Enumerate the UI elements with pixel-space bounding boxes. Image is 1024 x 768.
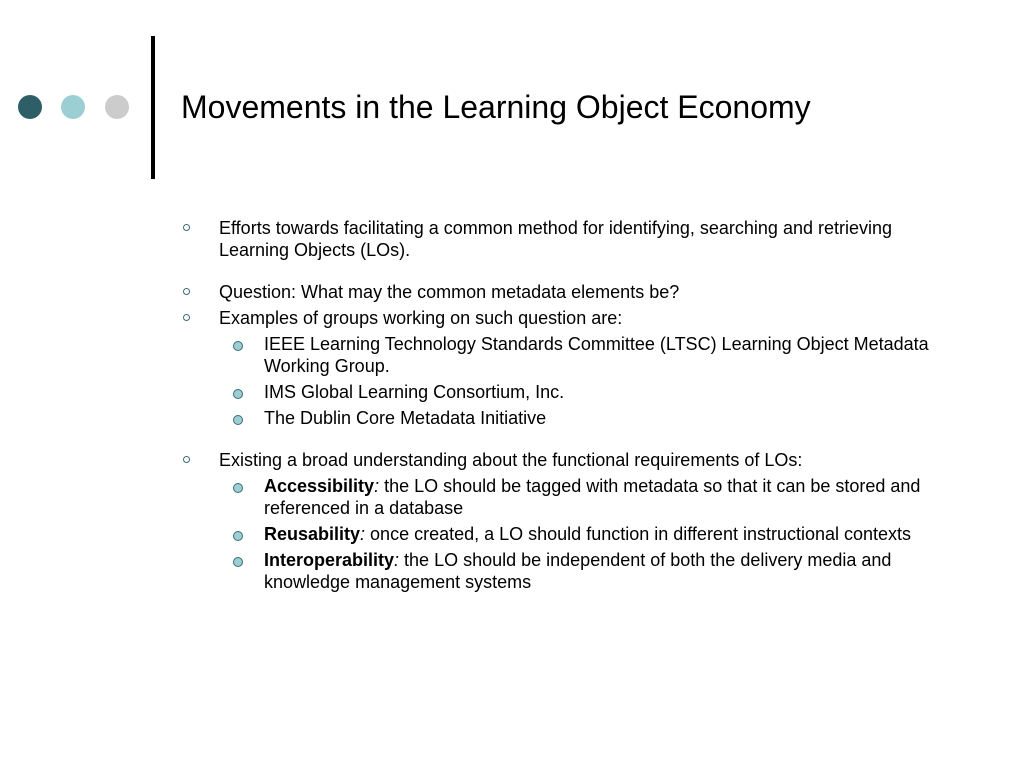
sub-bullet-text: The Dublin Core Metadata Initiative	[264, 408, 547, 428]
bullet-dot-icon	[233, 341, 243, 351]
bullet-text: Efforts towards facilitating a common method for identifying, searching and retrieving Learning Objects (LOs).	[219, 218, 893, 260]
bullet-text: Existing a broad understanding about the functional requirements of LOs:	[219, 450, 803, 470]
term-colon: :	[394, 550, 400, 570]
bullet-dot-icon	[233, 557, 243, 567]
sub-bullet-text: IEEE Learning Technology Standards Committee (LTSC) Learning Object Metadata Working Group.	[264, 334, 929, 376]
bullet-dot-icon	[233, 389, 243, 399]
bullet-dot-icon	[233, 531, 243, 541]
bullet-ring-icon	[183, 314, 190, 321]
sub-bullet-text: IMS Global Learning Consortium, Inc.	[264, 382, 565, 402]
decorative-dot-teal	[61, 95, 85, 119]
slide-title: Movements in the Learning Object Economy	[181, 89, 811, 125]
decorative-dot-dark	[18, 95, 42, 119]
requirement-description: once created, a LO should function in different instructional contexts	[365, 524, 912, 544]
bullet-text: Examples of groups working on such question are:	[219, 308, 623, 328]
bullet-item	[181, 307, 941, 429]
bullet-item	[181, 449, 941, 593]
bullet-text: Question: What may the common metadata elements be?	[219, 282, 680, 302]
bullet-ring-icon	[183, 224, 190, 231]
bullet-item	[181, 217, 941, 261]
term-colon: :	[360, 524, 366, 544]
sub-bullet-item	[219, 381, 941, 403]
decorative-dot-gray	[105, 95, 129, 119]
sub-bullet-item	[219, 407, 941, 429]
bullet-ring-icon	[183, 456, 190, 463]
sub-bullet-list	[219, 475, 941, 593]
requirement-description: the LO should be tagged with metadata so that it can be stored and referenced in a database	[264, 476, 921, 518]
bullet-list	[181, 217, 941, 593]
sub-bullet-item	[219, 475, 941, 519]
requirement-term: Reusability	[264, 524, 361, 544]
term-colon: :	[374, 476, 380, 496]
requirement-term: Interoperability	[264, 550, 395, 570]
sub-bullet-item	[219, 523, 941, 545]
sub-bullet-list	[219, 333, 941, 429]
sub-bullet-item	[219, 333, 941, 377]
sub-bullet-item	[219, 549, 941, 593]
slide-body	[181, 217, 941, 593]
bullet-item	[181, 281, 941, 303]
requirement-description: the LO should be independent of both the delivery media and knowledge management systems	[264, 550, 892, 592]
title-divider-bar	[151, 36, 155, 179]
bullet-ring-icon	[183, 288, 190, 295]
requirement-term: Accessibility	[264, 476, 375, 496]
bullet-dot-icon	[233, 483, 243, 493]
bullet-dot-icon	[233, 415, 243, 425]
